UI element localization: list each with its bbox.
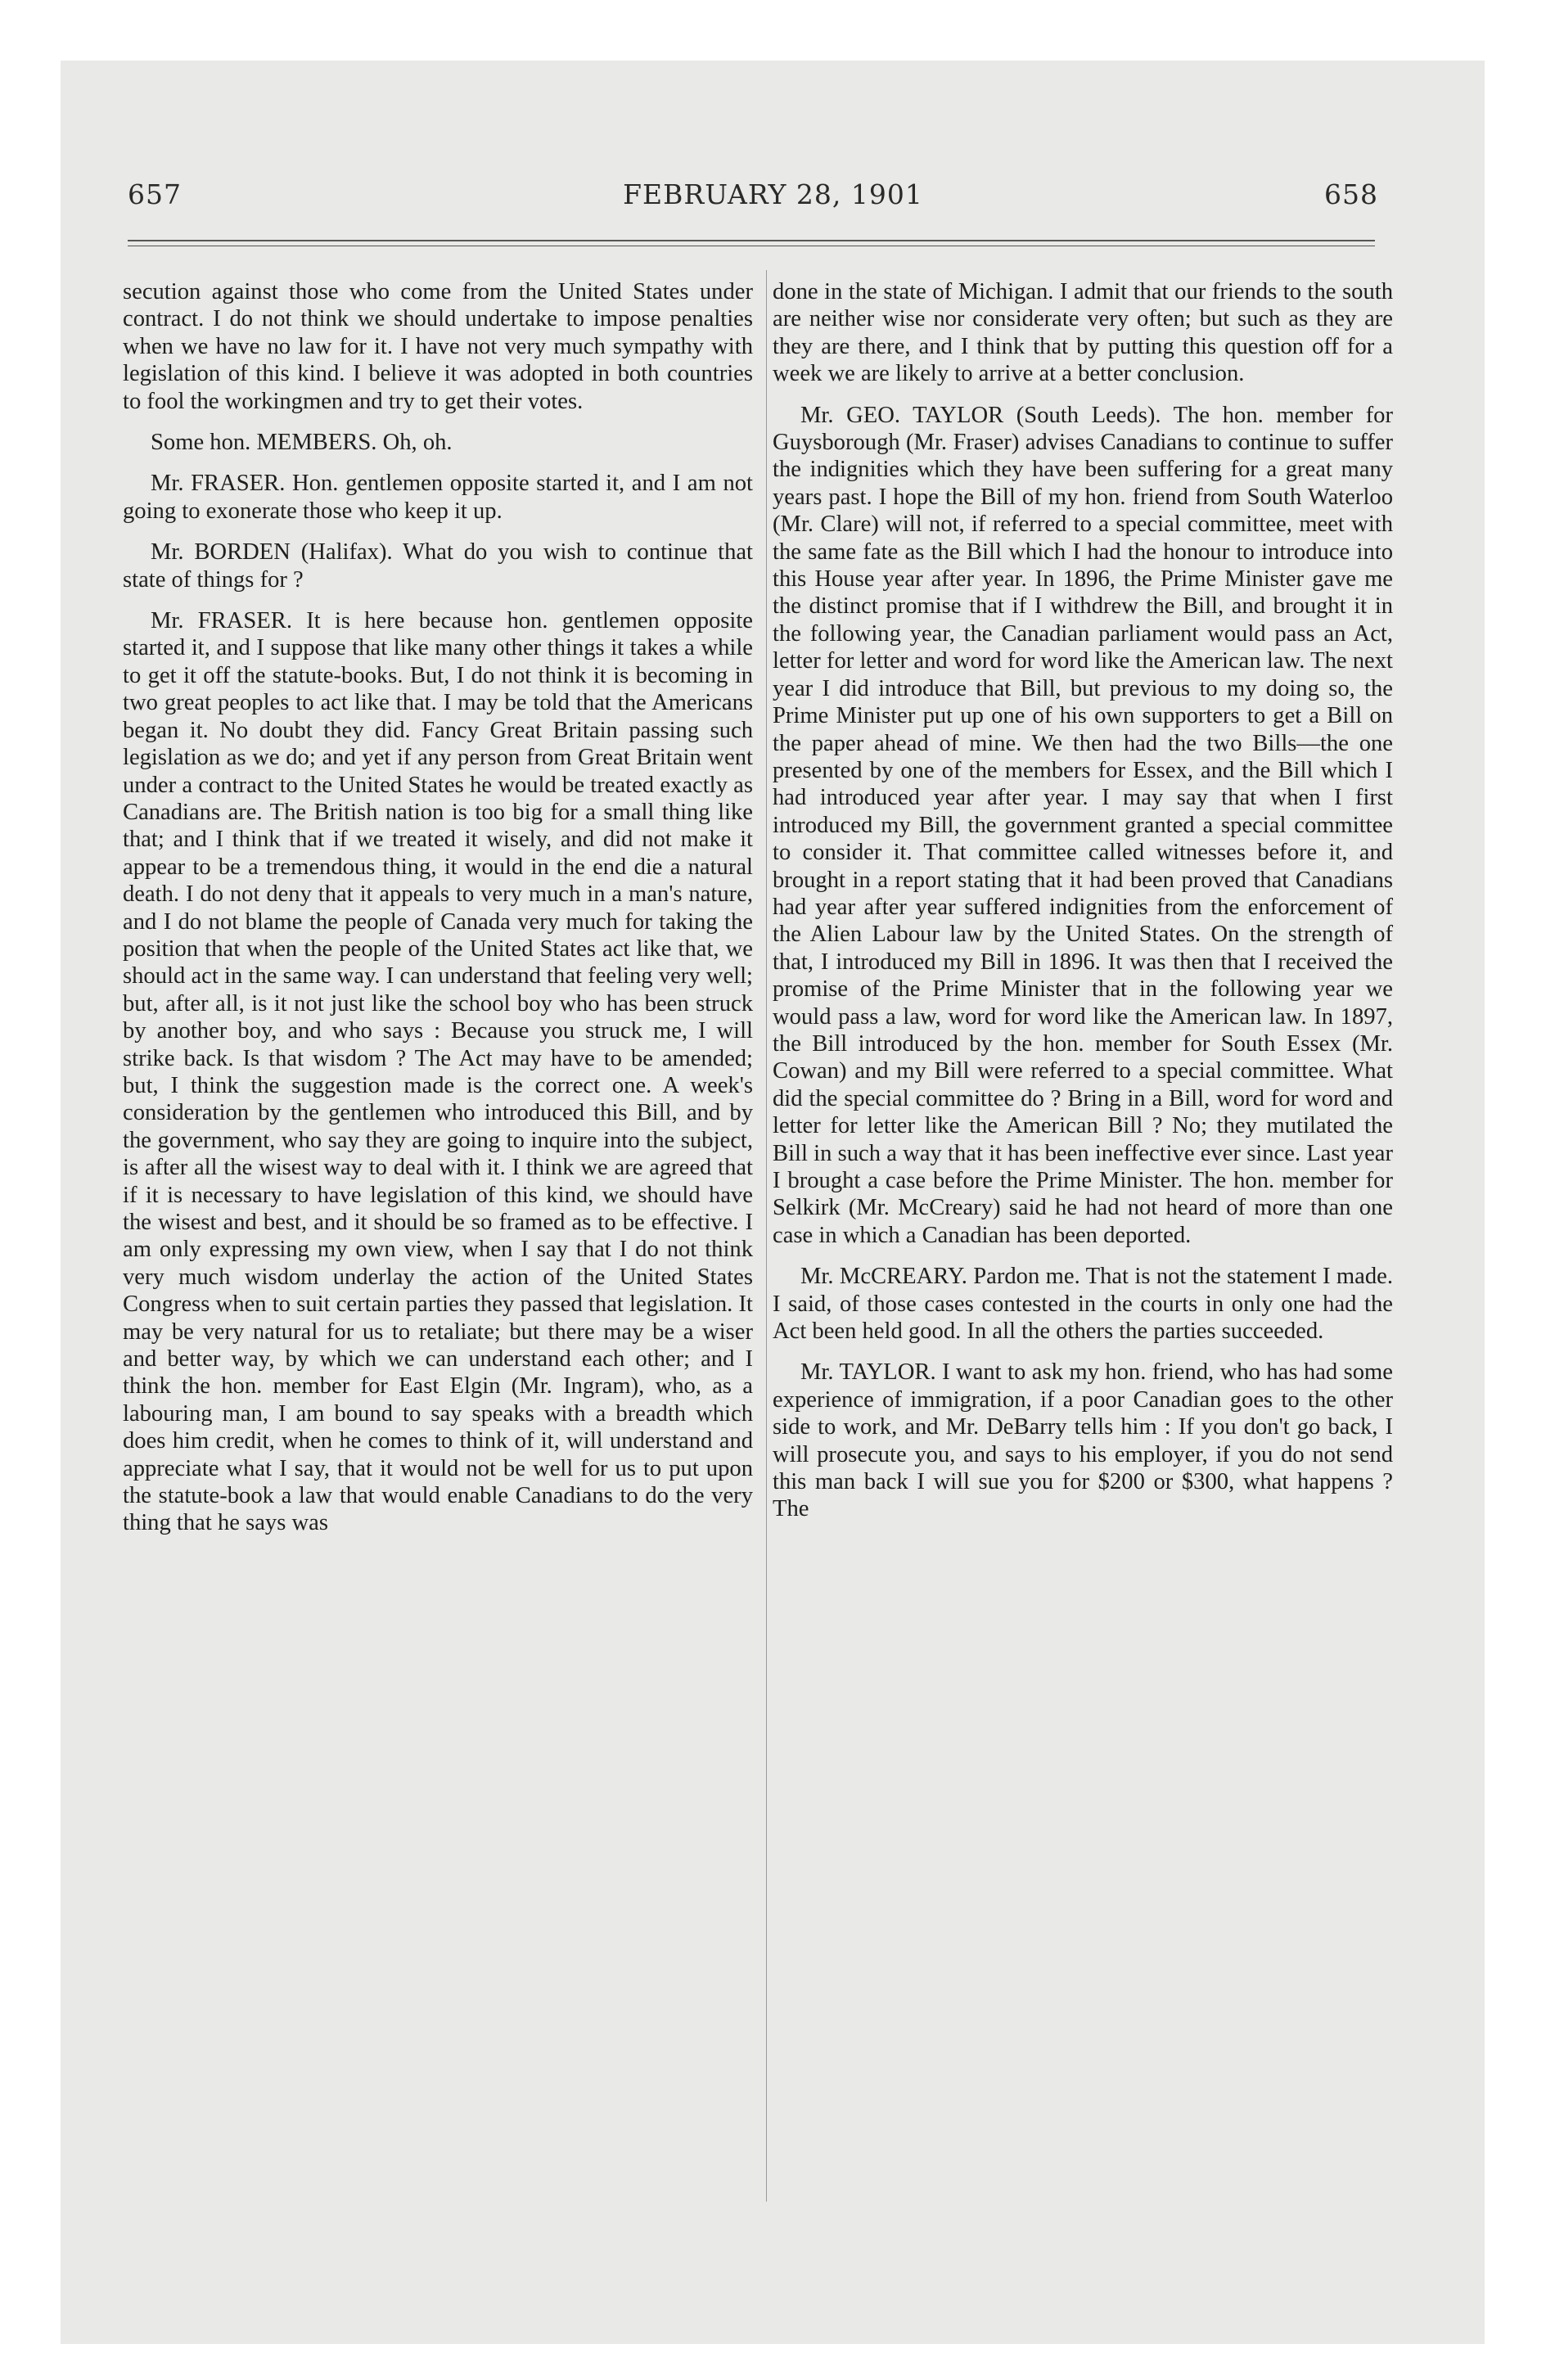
page-number-left: 657 bbox=[128, 178, 182, 210]
paragraph: Some hon. MEMBERS. Oh, oh. bbox=[151, 430, 453, 456]
paragraph: Mr. FRASER. It is here because hon. gentlemen opposite started it, and I suppose that like many other things it takes a while to get it off the statute-books. But, I do not think it is becoming in two great peoples to act like that. I may be told that the Americans began it. No doubt they did. Fancy Great Britain passing such legislation as we do; and yet if any person from Great Britain went under a contract to the United States he would be treated exactly as Canadians are. The British nation is too big for a small thing like that; and I think that if we treated it wisely, and did not make it appear to be a tremendous thing, it would in the end die a natural death. I do not deny that it appeals to very much in a man's nature, and I do not blame the people of Canada very much for taking the position that when the people of the United States act like that, we should act in the same way. I can understand that feeling very well; but, after all, is it not just like the school boy who has been struck by another boy, and who says : Because you struck me, I will strike back. Is that wisdom ? The Act may have to be amended; but, I think the suggestion made is the correct one. A week's consideration by the gentlemen who introduced this Bill, and by the government, who say they are going to inquire into the subject, is after all the wisest way to deal with it. I think we are agreed that if it is necessary to have legislation of this kind, we should have the wisest and best, and it should be so framed as to be effective. I am only expressing my own view, when I say that I do not think very much wisdom underlay the action of the United States Congress when to suit certain parties they passed that legislation. It may be very natural for us to retaliate; but there may be a wiser and better way, by which we can understand each other; and I think the hon. member for East Elgin (Mr. Ingram), who, as a labouring man, I am bound to say speaks with a breadth which does him credit, when he comes to think of it, will understand and appreciate what I say, that it would not be well for us to put upon the statute-book a law that would enable Canadians to do the very thing that he says was bbox=[123, 608, 753, 1536]
page-date-title: FEBRUARY 28, 1901 bbox=[623, 178, 923, 210]
header-rule bbox=[128, 240, 1375, 241]
left-column bbox=[123, 278, 753, 1551]
right-column bbox=[773, 278, 1393, 1537]
paragraph: Mr. TAYLOR. I want to ask my hon. friend, who has had some experience of immigration, if a poor Canadian goes to the other side to work, and Mr. DeBarry tells him : If you don't go back, I will prosecute you, and says to his employer, if you do not send this man back I will sue you for $200 or $300, what happens ? The bbox=[773, 1359, 1393, 1522]
paragraph: secution against those who come from the United States under contract. I do not think we should undertake to impose penalties when we have no law for it. I have not very much sympathy with legislation of this kind. I believe it was adopted in both countries to fool the workingmen and try to get their votes. bbox=[123, 279, 753, 414]
page-number-right: 658 bbox=[1324, 178, 1378, 210]
paragraph: Mr. GEO. TAYLOR (South Leeds). The hon. member for Guysborough (Mr. Fraser) advises Canadians to continue to suffer the indignities which they have been suffering for a great many years past. I hope the Bill of my hon. friend from South Waterloo (Mr. Clare) will not, if referred to a special committee, meet with the same fate as the Bill which I had the honour to introduce into this House year after year. In 1896, the Prime Minister gave me the distinct promise that if I withdrew the Bill, and brought it in the following year, the Canadian parliament would pass an Act, letter for letter and word for word like the American law. The next year I did introduce that Bill, but previous to my doing so, the Prime Minister put up one of his own supporters to get a Bill on the paper ahead of mine. We then had the two Bills—the one presented by one of the members for Essex, and the Bill which I had introduced year after year. I may say that when I first introduced my Bill, the government granted a special committee to consider it. That committee called witnesses before it, and brought in a report stating that it had been proved that Canadians had year after year suffered indignities from the enforcement of the Alien Labour law by the United States. On the strength of that, I introduced my Bill in 1896. It was then that I received the promise of the Prime Minister that in the following year we would pass a law, word for word like the American law. In 1897, the Bill introduced by the hon. member for South Essex (Mr. Cowan) and my Bill were referred to a special committee. What did the special committee do ? Bring in a Bill, word for word and letter for letter like the American Bill ? No; they mutilated the Bill in such a way that it has been ineffective ever since. Last year I brought a case before the Prime Minister. The hon. member for Selkirk (Mr. McCreary) said he had not heard of more than one case in which a Canadian has been deported. bbox=[773, 402, 1393, 1248]
column-divider bbox=[766, 270, 767, 2202]
paragraph: done in the state of Michigan. I admit that our friends to the south are neither wise nor considerate very often; but such as they are they are there, and I think that by putting this question off for a week we are likely to arrive at a better conclusion. bbox=[773, 279, 1393, 387]
paragraph: Mr. BORDEN (Halifax). What do you wish to continue that state of things for ? bbox=[123, 539, 753, 593]
page-header bbox=[0, 178, 1546, 219]
paragraph: Mr. FRASER. Hon. gentlemen opposite started it, and I am not going to exonerate those who keep it up. bbox=[123, 471, 753, 524]
paragraph: Mr. McCREARY. Pardon me. That is not the statement I made. I said, of those cases contested in the courts in only one had the Act been held good. In all the others the parties succeeded. bbox=[773, 1264, 1393, 1345]
